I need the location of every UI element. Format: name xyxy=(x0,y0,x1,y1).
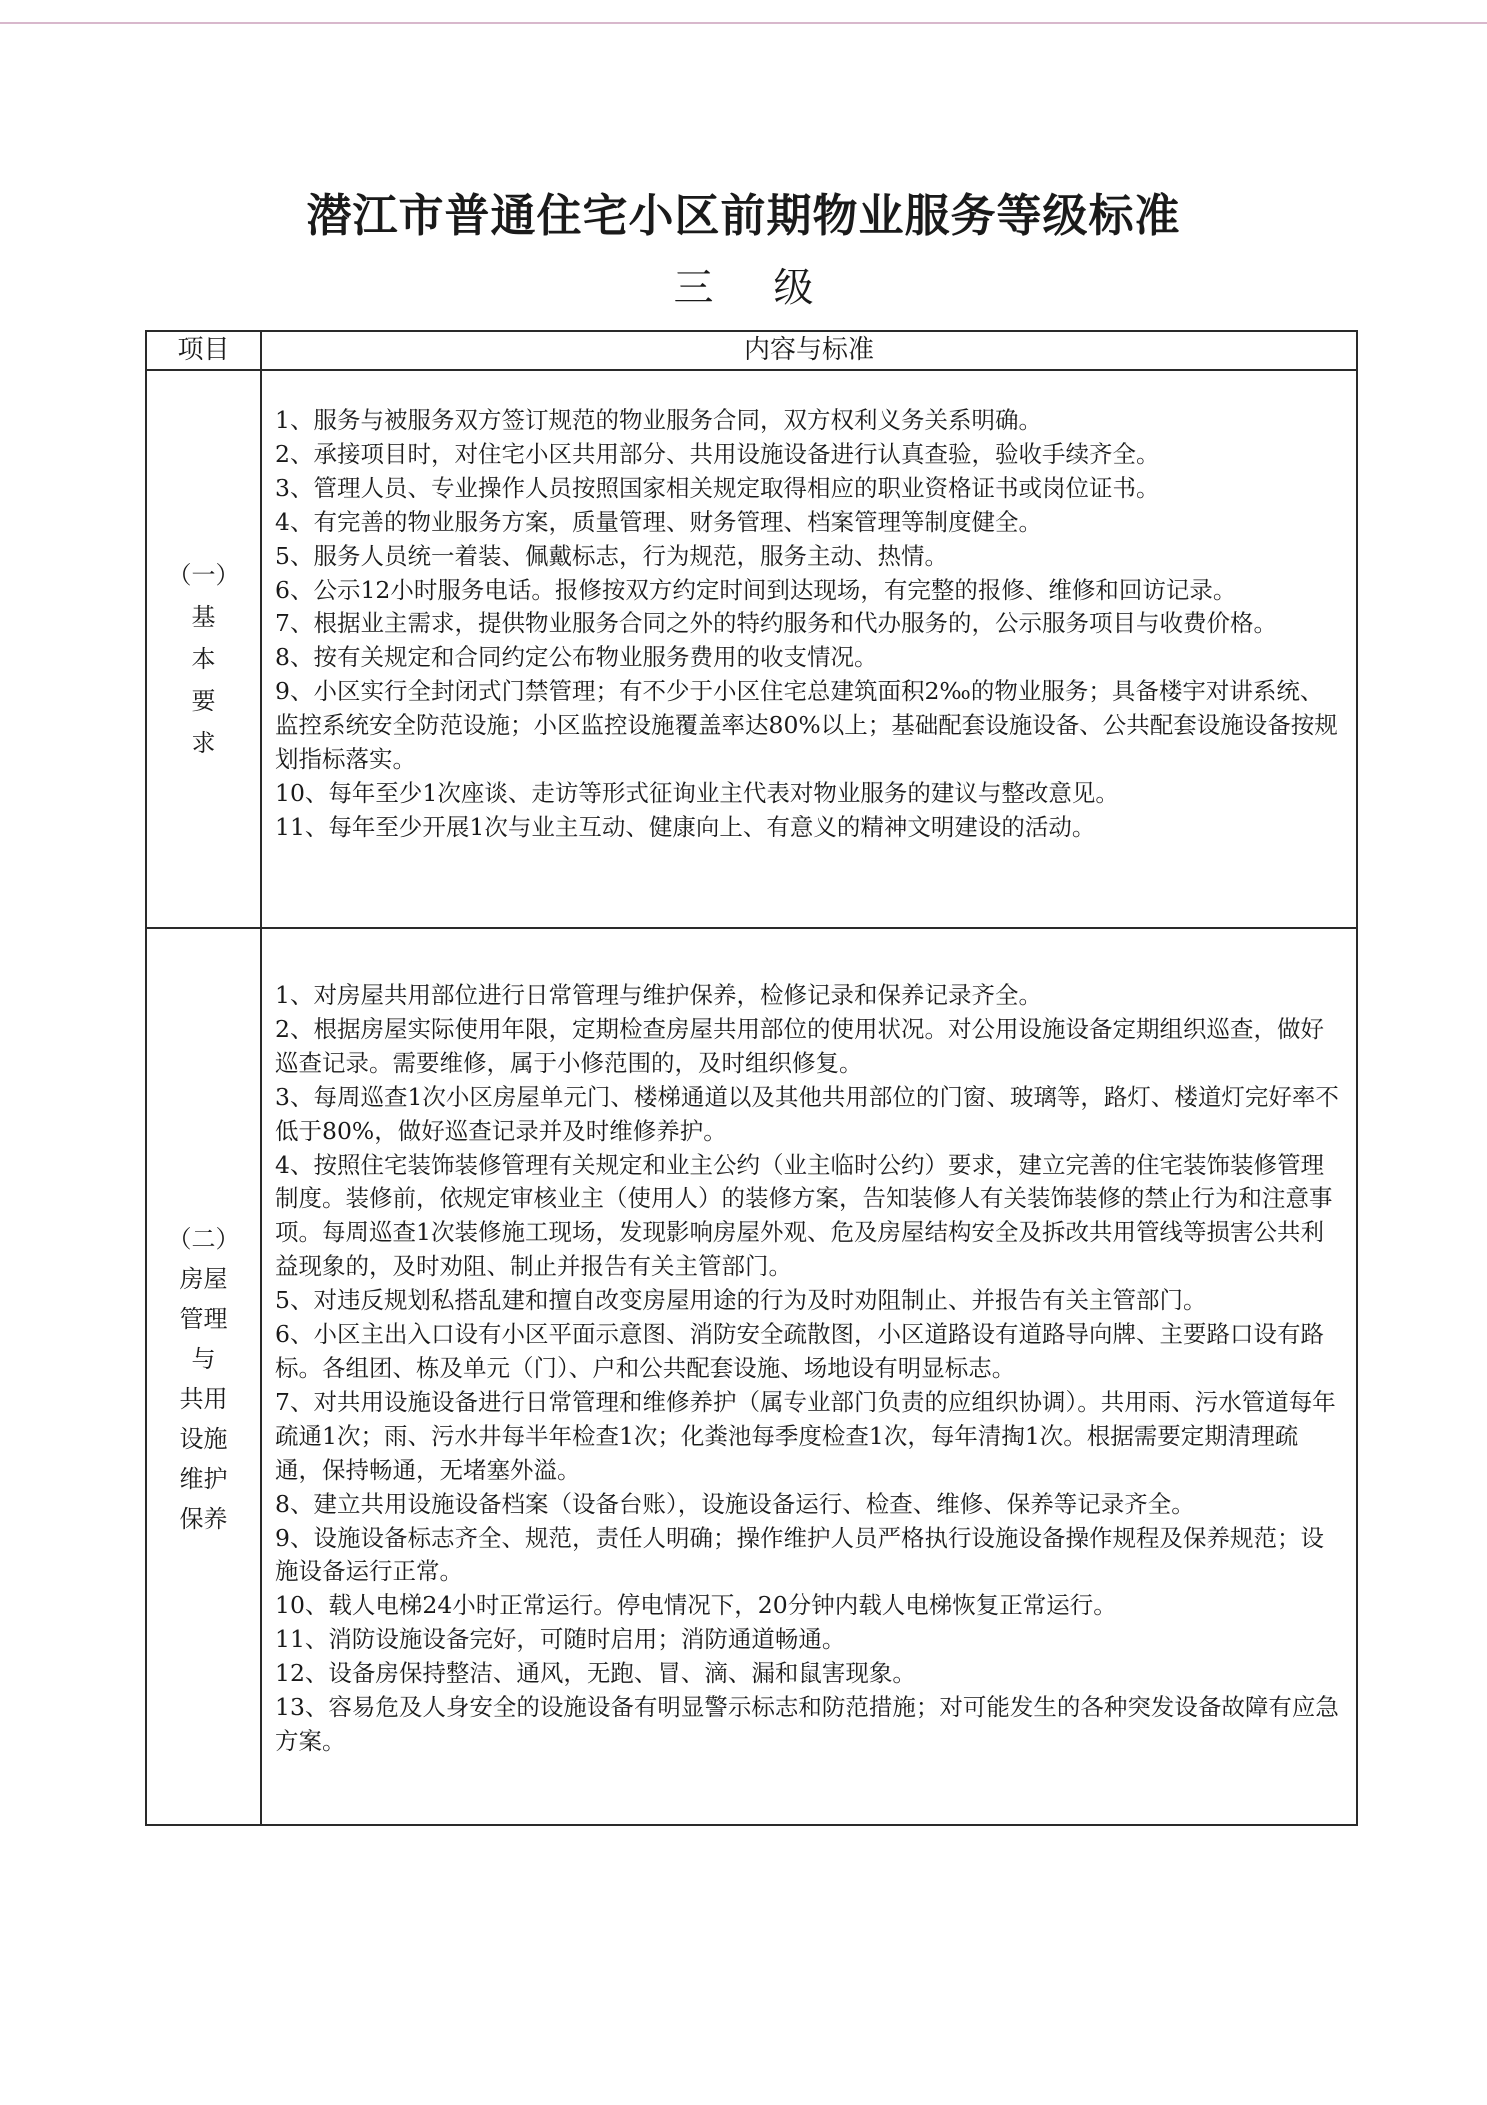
section-label-line: （一） xyxy=(167,561,240,589)
list-item: 10、每年至少1次座谈、走访等形式征询业主代表对物业服务的建议与整改意见。 xyxy=(275,778,1119,807)
list-item: 6、小区主出入口设有小区平面示意图、消防安全疏散图，小区道路设有道路导向牌、主要路口设有路标。各组团、栋及单元（门）、户和公共配套设施、场地设有明显标志。 xyxy=(275,1320,1324,1382)
section-items-basic xyxy=(275,404,1345,845)
list-item: 11、消防设施设备完好，可随时启用；消防通道畅通。 xyxy=(275,1625,846,1654)
list-item: 5、对违反规划私搭乱建和擅自改变房屋用途的行为及时劝阻制止、并报告有关主管部门。 xyxy=(275,1286,1207,1315)
section-label-housing xyxy=(147,1219,260,1539)
list-item: 8、按有关规定和合同约定公布物业服务费用的收支情况。 xyxy=(275,643,878,672)
section-label-basic xyxy=(147,554,260,764)
header-divider xyxy=(147,369,1356,371)
list-item: 11、每年至少开展1次与业主互动、健康向上、有意义的精神文明建设的活动。 xyxy=(275,812,1096,841)
list-item: 3、每周巡查1次小区房屋单元门、楼梯通道以及其他共用部位的门窗、玻璃等，路灯、楼道灯完好率不低于80%，做好巡查记录并及时维修养护。 xyxy=(275,1082,1339,1145)
standards-table xyxy=(145,330,1358,1826)
section-label-line: 要 xyxy=(191,687,216,715)
section-label-line: 维护 xyxy=(179,1465,228,1493)
list-item: 3、管理人员、专业操作人员按照国家相关规定取得相应的职业资格证书或岗位证书。 xyxy=(275,473,1160,502)
list-item: 7、根据业主需求，提供物业服务合同之外的特约服务和代办服务的，公示服务项目与收费价格。 xyxy=(275,609,1277,638)
list-item: 13、容易危及人身安全的设施设备有明显警示标志和防范措施；对可能发生的各种突发设备故障有应急方案。 xyxy=(275,1693,1339,1755)
section-label-line: 共用 xyxy=(179,1385,228,1413)
list-item: 8、建立共用设施设备档案（设备台账），设施设备运行、检查、维修、保养等记录齐全。 xyxy=(275,1489,1195,1518)
list-item: 6、公示12小时服务电话。报修按双方约定时间到达现场，有完整的报修、维修和回访记录。 xyxy=(275,575,1237,604)
list-item: 10、载人电梯24小时正常运行。停电情况下，20分钟内载人电梯恢复正常运行。 xyxy=(275,1591,1117,1620)
section-label-line: 设施 xyxy=(179,1425,228,1453)
section-label-line: 基 xyxy=(191,603,216,631)
section-label-line: 房屋 xyxy=(179,1265,228,1293)
list-item: 1、服务与被服务双方签订规范的物业服务合同，双方权利义务关系明确。 xyxy=(275,406,1042,434)
column-divider xyxy=(260,332,262,1824)
section-label-line: 管理 xyxy=(179,1305,228,1333)
document-title: 潜江市普通住宅小区前期物业服务等级标准 xyxy=(306,189,1181,242)
list-item: 2、承接项目时，对住宅小区共用部分、共用设施设备进行认真查验，验收手续齐全。 xyxy=(275,439,1160,468)
section-label-line: 与 xyxy=(191,1345,216,1373)
section-items-housing xyxy=(275,979,1345,1759)
section-label-line: 保养 xyxy=(179,1505,228,1533)
list-item: 5、服务人员统一着装、佩戴标志，行为规范，服务主动、热情。 xyxy=(275,541,948,570)
list-item: 4、按照住宅装饰装修管理有关规定和业主公约（业主临时公约）要求，建立完善的住宅装饰装修管理制度。装修前，依规定审核业主（使用人）的装修方案，告知装修人有关装饰装修的禁止行为和注意事项。每周巡查1次装修施工现场，发现影响房屋外观、危及房屋结构安全及拆改共用管线等损害公共利益现象的，及时劝阻、制止并报告有关主管部门。 xyxy=(275,1150,1333,1281)
list-item: 7、对共用设施设备进行日常管理和维修养护（属专业部门负责的应组织协调）。共用雨、污水管道每年疏通1次；雨、污水井每半年检查1次；化粪池每季度检查1次，每年清掏1次。根据需要定期清理疏通，保持畅通，无堵塞外溢。 xyxy=(275,1387,1336,1484)
header-content: 内容与标准 xyxy=(743,335,874,365)
header-project: 项目 xyxy=(177,335,230,365)
top-margin-rule xyxy=(0,22,1487,24)
service-level: 三级 xyxy=(673,265,874,311)
section-label-line: 本 xyxy=(191,645,216,673)
list-item: 9、设施设备标志齐全、规范，责任人明确；操作维护人员严格执行设施设备操作规程及保养规范；设施设备运行正常。 xyxy=(275,1523,1324,1586)
section-label-line: （二） xyxy=(167,1225,240,1253)
section-label-line: 求 xyxy=(191,729,216,757)
section-divider xyxy=(147,927,1356,929)
list-item: 12、设备房保持整洁、通风，无跑、冒、滴、漏和鼠害现象。 xyxy=(275,1659,916,1688)
list-item: 9、小区实行全封闭式门禁管理；有不少于小区住宅总建筑面积2‰的物业服务；具备楼宇对讲系统、监控系统安全防范设施；小区监控设施覆盖率达80%以上；基础配套设施设备、公共配套设施设备按规划指标落实。 xyxy=(275,677,1338,774)
list-item: 1、对房屋共用部位进行日常管理与维护保养，检修记录和保养记录齐全。 xyxy=(275,981,1042,1009)
list-item: 2、根据房屋实际使用年限，定期检查房屋共用部位的使用状况。对公用设施设备定期组织巡查，做好巡查记录。需要维修，属于小修范围的，及时组织修复。 xyxy=(275,1014,1324,1077)
list-item: 4、有完善的物业服务方案，质量管理、财务管理、档案管理等制度健全。 xyxy=(275,507,1042,536)
